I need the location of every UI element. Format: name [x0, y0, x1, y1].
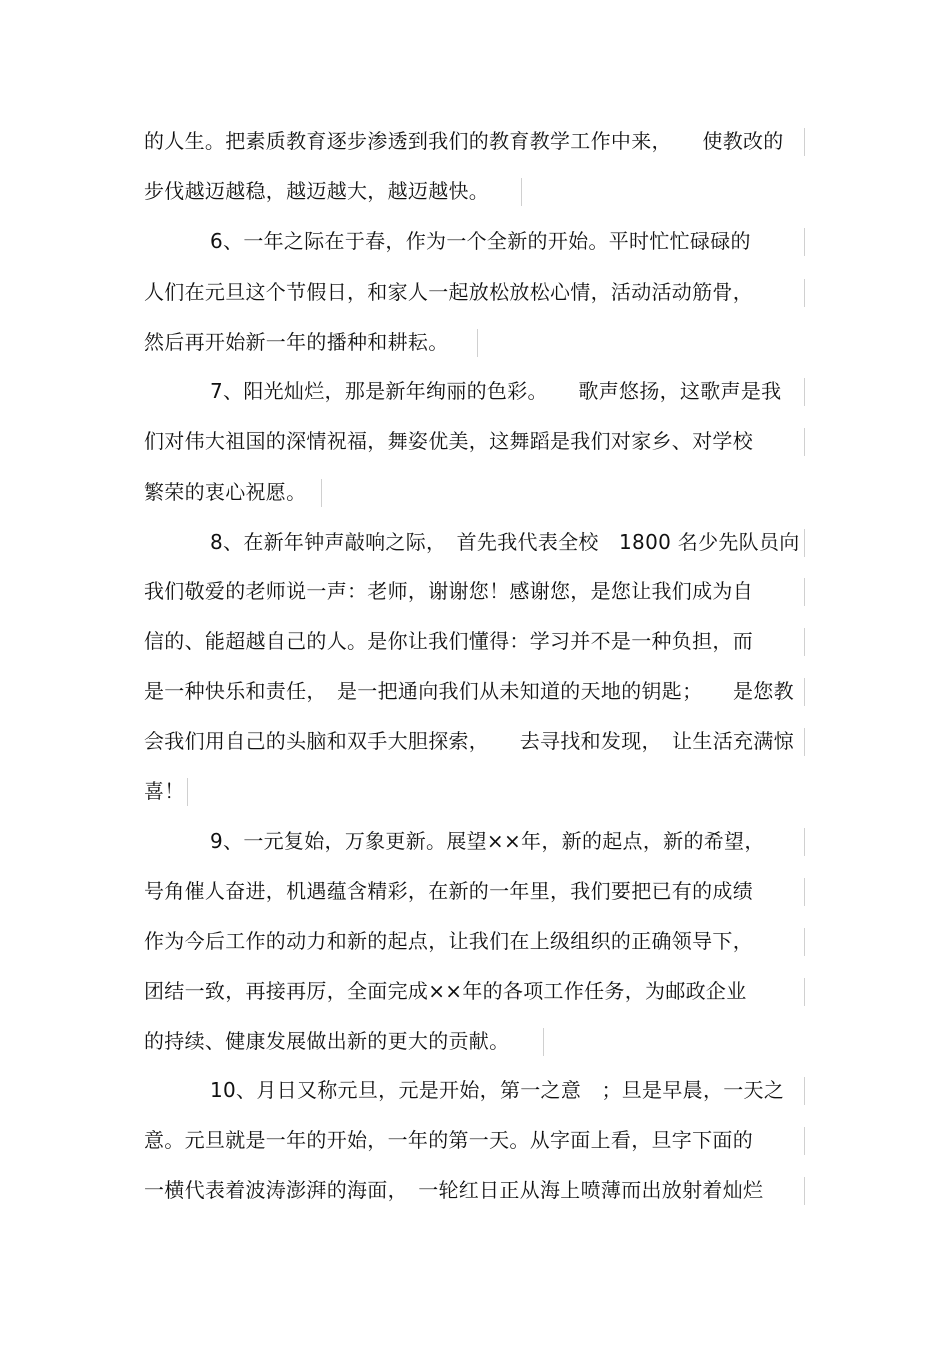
line-end-marker [804, 428, 805, 456]
line-end-marker [804, 279, 805, 307]
line-end-marker [804, 828, 805, 856]
text-line: 繁荣的衷心祝愿。 [144, 480, 307, 504]
text-line: 喜！ [144, 779, 185, 803]
text-line: 意。元旦就是一年的开始，一年的第一天。从字面上看，旦字下面的 [144, 1128, 753, 1152]
line-end-marker [804, 1127, 805, 1155]
line-end-marker [804, 1077, 805, 1105]
text-line: 6、一年之际在于春，作为一个全新的开始。平时忙忙碌碌的 [210, 229, 751, 253]
line-end-marker [804, 529, 805, 557]
line-end-marker [804, 628, 805, 656]
line-end-marker [477, 329, 478, 357]
line-end-marker [804, 578, 805, 606]
text-line: 号角催人奋进，机遇蕴含精彩，在新的一年里，我们要把已有的成绩 [144, 879, 753, 903]
line-end-marker [804, 228, 805, 256]
line-end-marker [804, 128, 805, 156]
text-line: 会我们用自己的头脑和双手大胆探索， 去寻找和发现， 让生活充满惊 [144, 729, 794, 753]
line-end-marker [804, 378, 805, 406]
line-end-marker [804, 928, 805, 956]
line-end-marker [804, 678, 805, 706]
text-line: 们对伟大祖国的深情祝福，舞姿优美，这舞蹈是我们对家乡、对学校 [144, 429, 753, 453]
text-line: 步伐越迈越稳，越迈越大，越迈越快。 [144, 179, 490, 203]
line-end-marker [187, 778, 188, 806]
line-end-marker [804, 728, 805, 756]
text-line: 信的、能超越自己的人。是你让我们懂得：学习并不是一种负担，而 [144, 629, 753, 653]
line-end-marker [521, 178, 522, 206]
text-line: 团结一致，再接再厉，全面完成××年的各项工作任务，为邮政企业 [144, 979, 747, 1003]
line-end-marker [321, 479, 322, 507]
text-line: 7、阳光灿烂，那是新年绚丽的色彩。 歌声悠扬，这歌声是我 [210, 379, 782, 403]
text-line: 的持续、健康发展做出新的更大的贡献。 [144, 1029, 510, 1053]
text-line: 一横代表着波涛澎湃的海面， 一轮红日正从海上喷薄而出放射着灿烂 [144, 1178, 764, 1202]
text-line: 人们在元旦这个节假日，和家人一起放松放松心情，活动活动筋骨， [144, 280, 753, 304]
text-line: 是一种快乐和责任， 是一把通向我们从未知道的天地的钥匙； 是您教 [144, 679, 794, 703]
line-end-marker [543, 1028, 544, 1056]
text-line: 8、在新年钟声敲响之际， 首先我代表全校 1800 名少先队员向 [210, 530, 800, 554]
text-line: 9、一元复始，万象更新。展望××年，新的起点，新的希望， [210, 829, 765, 853]
line-end-marker [804, 878, 805, 906]
text-line: 作为今后工作的动力和新的起点，让我们在上级组织的正确领导下， [144, 929, 753, 953]
line-end-marker [804, 1177, 805, 1205]
line-end-marker [804, 978, 805, 1006]
text-line: 我们敬爱的老师说一声：老师，谢谢您！感谢您，是您让我们成为自 [144, 579, 753, 603]
text-line: 的人生。把素质教育逐步渗透到我们的教育教学工作中来， 使教改的 [144, 129, 784, 153]
text-line: 然后再开始新一年的播种和耕耘。 [144, 330, 449, 354]
text-line: 10、月日又称元旦，元是开始，第一之意 ；旦是早晨，一天之 [210, 1078, 785, 1102]
